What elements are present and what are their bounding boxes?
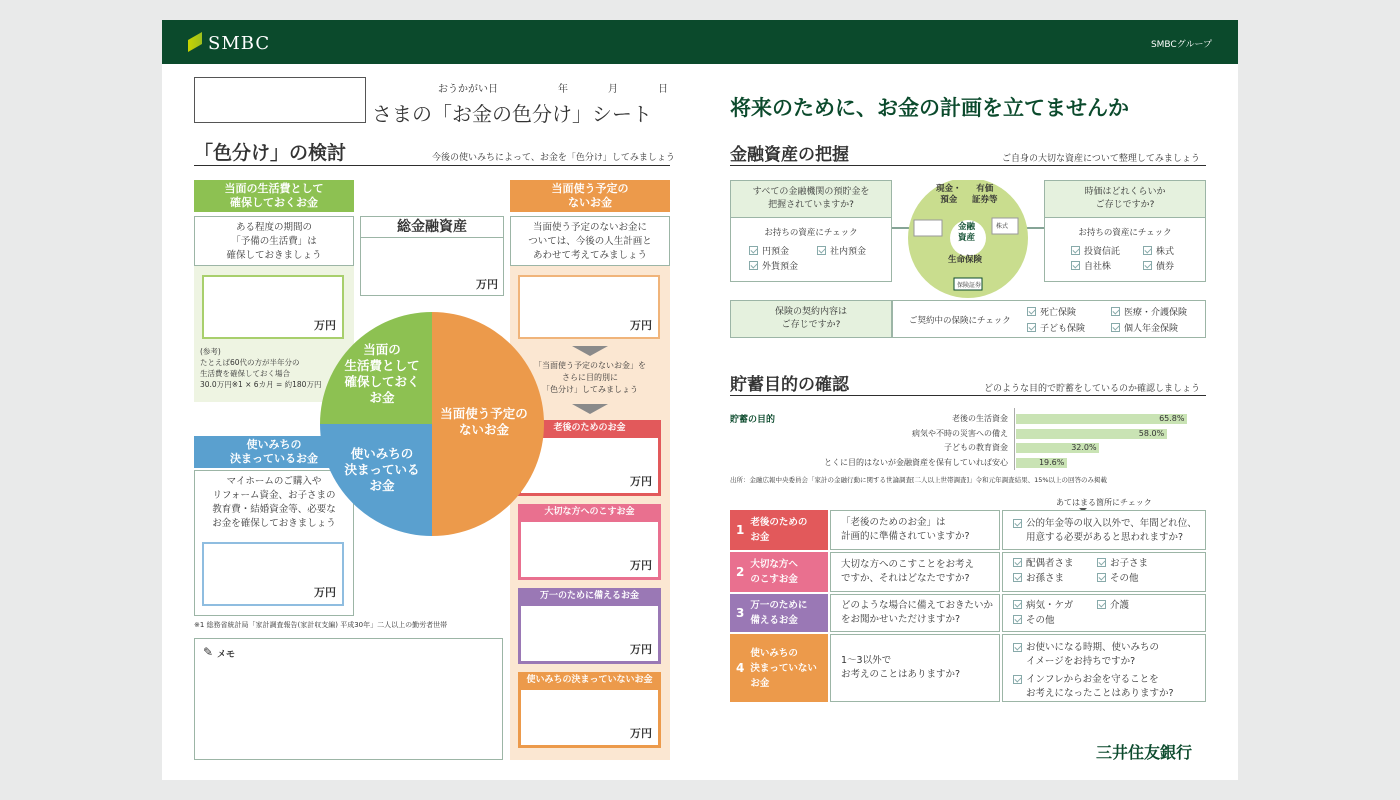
unit-label: 万円 [630, 727, 652, 740]
checkbox-icon [1143, 246, 1152, 255]
unit-label: 万円 [630, 319, 652, 332]
checkbox-icon [1027, 307, 1036, 316]
answer-checkbox[interactable] [1013, 673, 1195, 701]
answer-label: その他 [1026, 615, 1055, 626]
date-label: おうかがい日 年 月 日 [438, 84, 668, 95]
check-label: 投資信託 [1084, 247, 1121, 257]
name-field[interactable] [194, 77, 366, 123]
answer-checkbox[interactable] [1013, 517, 1195, 545]
memo-field[interactable] [194, 638, 503, 760]
chart-category-label: 病気や不時の災害への備え [912, 429, 1008, 438]
chart-category-label: 老後の生活資金 [952, 414, 1008, 423]
deposit-check-label: お持ちの資産にチェック [764, 228, 858, 238]
sub-box-4 [518, 672, 661, 748]
answer-label: インフレからお金を守ることを お考えになったことはありますか? [1026, 674, 1174, 699]
checkbox-icon [1013, 573, 1022, 582]
checkbox-icon [749, 261, 758, 270]
row-question: 「老後のためのお金」は 計画的に準備されていますか? [830, 510, 1000, 550]
purpose-amount-input[interactable] [202, 542, 344, 606]
page-headline: 将来のために、お金の計画を立てませんか [730, 96, 1129, 120]
total-label: 総金融資産 [360, 216, 504, 238]
purpose-row-category [730, 634, 828, 702]
check-label: 株式 [1156, 247, 1175, 257]
purpose-row-category [730, 594, 828, 632]
answer-label: お使いになる時期、使いみちの イメージをお持ちですか? [1026, 642, 1160, 667]
chart-value-label: 19.6% [1038, 458, 1065, 467]
unit-label: 万円 [314, 319, 336, 332]
divider [730, 395, 1206, 396]
assets-title: 金融資産の把握 [730, 145, 849, 165]
unit-label: 万円 [476, 278, 498, 291]
answer-checkbox[interactable] [1013, 557, 1074, 571]
market-check-bond[interactable] [1143, 259, 1174, 272]
unit-label: 万円 [630, 559, 652, 572]
answer-label: 公的年金等の収入以外で、年間どれ位、 用意する必要があると思われますか? [1026, 518, 1197, 543]
checkbox-icon [1097, 558, 1106, 567]
answer-checkbox[interactable] [1013, 572, 1064, 586]
row-number: 1 [736, 522, 745, 537]
pie-orange-label: 当面使う予定の ないお金 [440, 406, 528, 437]
unit-label: 万円 [630, 475, 652, 488]
living-label: 当面の生活費として 確保しておくお金 [194, 180, 354, 212]
living-reference: (参考) たとえば60代の方が半年分の 生活費を確保しておく場合 30.0万円※1 × 6カ月 = 約180万円 [200, 347, 322, 389]
deposit-check-yen[interactable] [749, 244, 789, 257]
answer-checkbox[interactable] [1013, 641, 1195, 669]
circle-center-label: 金融 資産 [958, 222, 976, 243]
checkbox-icon [1013, 643, 1022, 652]
check-label: 円預金 [762, 247, 790, 257]
row-category-label: 大切な方へ のこすお金 [750, 559, 798, 585]
total-amount-input[interactable] [360, 238, 504, 296]
checkbox-icon [1013, 558, 1022, 567]
check-label: 子ども保険 [1040, 324, 1086, 334]
checkbox-icon [1111, 323, 1120, 332]
row-category-label: 万一のために 備えるお金 [750, 600, 808, 626]
insurance-check-box [892, 300, 1206, 338]
market-question: 時価はどれくらいか ご存じですか? [1044, 180, 1206, 218]
row-number: 3 [736, 605, 745, 620]
answer-label: お子さま [1110, 558, 1149, 569]
leaf-icon [188, 32, 202, 52]
check-label: 個人年金保険 [1124, 324, 1179, 334]
purpose-table [730, 510, 1206, 710]
chart-category-label: 子どもの教育資金 [944, 443, 1008, 452]
market-check-label: お持ちの資産にチェック [1078, 228, 1172, 238]
living-desc: ある程度の期間の 「予備の生活費」は 確保しておきましょう [226, 222, 322, 261]
market-check-box [1044, 218, 1206, 282]
circle-cash-label: 現金・ 預金 [936, 184, 962, 205]
purpose-row-category [730, 552, 828, 592]
ins-check-death[interactable] [1027, 305, 1076, 318]
row-number: 4 [736, 660, 745, 675]
row-answers [1002, 510, 1206, 550]
market-check-stock[interactable] [1143, 244, 1174, 257]
section-subtitle: 今後の使いみちによって、お金を「色分け」してみましょう [432, 153, 675, 163]
unplanned-desc: 当面使う予定のないお金に ついては、今後の人生計画と あわせて考えてみましょう [528, 222, 652, 261]
savings-chart-label: 貯蓄の目的 [730, 415, 776, 425]
sub-box-label: 万一のために備えるお金 [539, 591, 639, 601]
checkbox-icon [1071, 261, 1080, 270]
ins-check-medical[interactable] [1111, 305, 1187, 318]
unplanned-label: 当面使う予定の ないお金 [510, 180, 670, 212]
checkbox-icon [1143, 261, 1152, 270]
deposit-check-box [730, 218, 892, 282]
row-answers [1002, 552, 1206, 592]
market-check-own-stock[interactable] [1071, 259, 1111, 272]
ins-check-child[interactable] [1027, 321, 1085, 334]
row-category-label: 使いみちの 決まっていない お金 [750, 647, 817, 689]
ins-check-pension[interactable] [1111, 321, 1178, 334]
header-bar [162, 20, 1238, 64]
pie-green-label: 当面の 生活費として 確保しておく お金 [344, 342, 420, 405]
logo-text: SMBC [208, 33, 271, 54]
circle-stock-label: 株式 [996, 223, 1009, 230]
unit-label: 万円 [314, 586, 336, 599]
cash-icon [914, 220, 942, 236]
checkbox-icon [1097, 600, 1106, 609]
unit-label: 万円 [630, 643, 652, 656]
answer-label: 配偶者さま [1026, 558, 1074, 569]
pie-blue-label: 使いみちの 決まっている お金 [344, 446, 420, 493]
checkbox-icon [749, 246, 758, 255]
checkbox-icon [1111, 307, 1120, 316]
row-category-label: 老後のための お金 [750, 517, 808, 543]
check-label: 外貨預金 [762, 262, 799, 272]
checkbox-icon [1013, 519, 1022, 528]
purpose-row-category [730, 510, 828, 550]
check-label: 債券 [1156, 262, 1175, 272]
answer-checkbox[interactable] [1013, 599, 1073, 613]
row-answers [1002, 594, 1206, 632]
check-note: あてはまる箇所にチェック [1056, 498, 1152, 507]
circle-securities-label: 有価 証券等 [972, 184, 998, 205]
purpose-desc: マイホームのご購入や リフォーム資金、お子さまの 教育費・結婚資金等、必要な お金を確保しておきましょう [212, 476, 336, 529]
savings-subtitle: どのような目的で貯蓄をしているのか確認しましょう [984, 384, 1201, 394]
sub-box-amount-input[interactable] [521, 606, 658, 661]
document-sheet [162, 20, 1238, 780]
checkbox-icon [1027, 323, 1036, 332]
answer-checkbox[interactable] [1097, 599, 1129, 613]
chart-source: 出所：金融広報中央委員会「家計の金融行動に関する世論調査[二人以上世帯調査]」令和元年調査結果、15%以上の回答のみ掲載 [730, 476, 1108, 484]
footnote: ※1 総務省統計局「家計調査報告(家計収支編) 平成30年」二人以上の勤労者世帯 [194, 621, 448, 629]
deposit-question: すべての金融機関の預貯金を 把握されていますか? [730, 180, 892, 218]
answer-checkbox[interactable] [1097, 572, 1139, 586]
divider [730, 165, 1206, 166]
chart-axis [1014, 408, 1015, 470]
arrow-down-icon [572, 346, 608, 356]
chart-value-label: 58.0% [1138, 429, 1165, 438]
row-answers [1002, 634, 1206, 702]
divider [194, 165, 670, 166]
checkbox-icon [1013, 600, 1022, 609]
insurance-question: 保険の契約内容は ご存じですか? [730, 300, 892, 338]
sub-box-label: 使いみちの決まっていないお金 [526, 675, 653, 685]
purpose-label: 使いみちの 決まっているお金 [194, 436, 354, 468]
answer-checkbox[interactable] [1097, 557, 1148, 571]
pencil-icon: ✎ [203, 645, 214, 659]
savings-title: 貯蓄目的の確認 [730, 375, 849, 395]
row-number: 2 [736, 564, 745, 579]
circle-insurance-doc-label: 保険証券 [957, 282, 982, 289]
answer-checkbox[interactable] [1013, 614, 1055, 628]
checkbox-icon [1013, 615, 1022, 624]
deposit-check-internal[interactable] [817, 244, 866, 257]
answer-label: 病気・ケガ [1026, 600, 1074, 611]
section-title: 「色分け」の検討 [194, 142, 347, 164]
row-question: どのような場合に備えておきたいか をお聞かせいただけますか? [830, 594, 1000, 632]
chart-value-label: 65.8% [1159, 414, 1185, 423]
assets-subtitle: ご自身の大切な資産について整理してみましょう [1002, 154, 1200, 164]
check-label: 社内預金 [830, 247, 867, 257]
sub-box-label: 老後のためのお金 [553, 423, 626, 433]
sub-box-3 [518, 588, 661, 664]
sheet-title: さまの「お金の色分け」シート [372, 102, 652, 126]
smbc-logo [188, 32, 270, 54]
row-question: 1〜3以外で お考えのことはありますか? [830, 634, 1000, 702]
unplanned-note: 「当面使う予定のないお金」を さらに目的別に 「色分け」してみましょう [534, 361, 646, 394]
deposit-check-foreign[interactable] [749, 259, 798, 272]
insurance-check-label: ご契約中の保険にチェック [909, 316, 1011, 326]
check-label: 死亡保険 [1040, 308, 1077, 318]
arrow-down-icon [572, 404, 608, 414]
answer-label: お孫さま [1026, 573, 1065, 584]
sub-box-label: 大切な方へのこすお金 [544, 507, 635, 517]
bank-name: 三井住友銀行 [1096, 743, 1193, 762]
chart-category-label: とくに目的はないが金融資産を保有していれば安心 [824, 458, 1008, 467]
check-label: 自社株 [1084, 262, 1112, 272]
checkbox-icon [1013, 675, 1022, 684]
check-label: 医療・介護保険 [1124, 308, 1188, 318]
answer-label: その他 [1110, 573, 1139, 584]
circle-insurance-label: 生命保険 [948, 255, 983, 265]
sub-box-amount-input[interactable] [521, 690, 658, 745]
row-question: 大切な方へのこすことをお考え ですか、それはどなたですか? [830, 552, 1000, 592]
chart-value-label: 32.0% [1071, 443, 1097, 452]
checkbox-icon [1071, 246, 1080, 255]
answer-label: 介護 [1110, 600, 1130, 611]
group-label: SMBCグループ [1150, 40, 1212, 50]
checkbox-icon [1097, 573, 1106, 582]
market-check-fund[interactable] [1071, 244, 1120, 257]
checkbox-icon [817, 246, 826, 255]
memo-label: メモ [217, 650, 236, 660]
